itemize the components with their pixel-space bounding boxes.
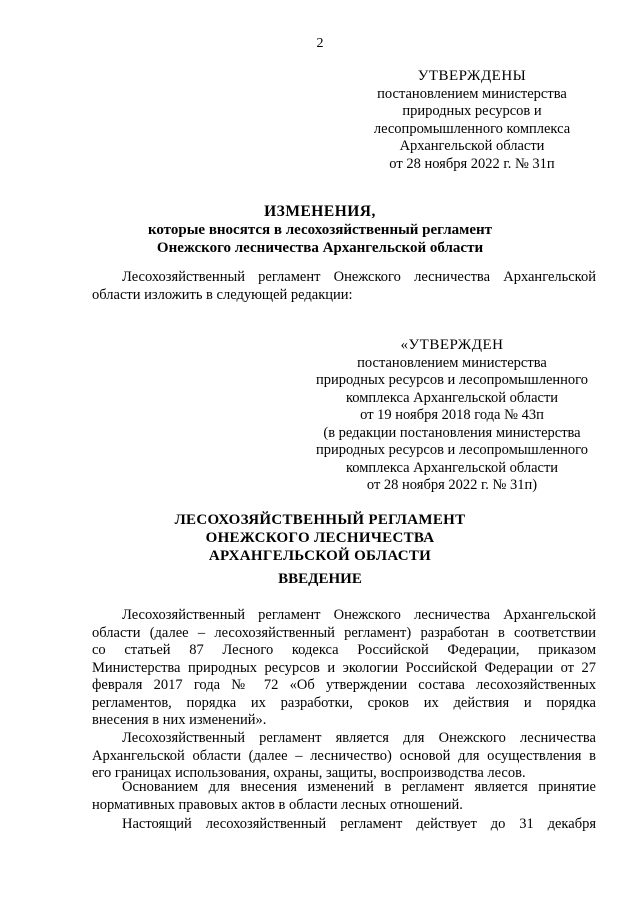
approval-stamp-block	[372, 68, 572, 173]
intro-paragraph	[92, 779, 596, 814]
approval-line: лесопромышленного комплекса	[373, 120, 571, 137]
paragraph-line: Лесохозяйственный регламент Онежского лесничества Архангельской	[122, 269, 596, 285]
approval-line: от 28 ноября 2022 г. № 31п)	[366, 477, 538, 493]
instruction-paragraph	[92, 269, 596, 304]
paragraph-line: нормативных правовых актов в области лесных отношений.	[92, 796, 463, 813]
regulation-title	[60, 511, 580, 565]
paragraph-line: февраля 2017 года № 72 «Об утверждении состава лесохозяйственных	[92, 677, 596, 693]
paragraph-line: Настоящий лесохозяйственный регламент действует до 31 декабря	[122, 816, 596, 832]
approval-title: УТВЕРЖДЕНЫ	[417, 68, 527, 84]
approval-line: постановлением министерства	[357, 354, 547, 371]
intro-paragraph	[92, 816, 596, 834]
approval-line: природных ресурсов и	[402, 103, 542, 119]
regulation-title-line: ЛЕСОХОЗЯЙСТВЕННЫЙ РЕГЛАМЕНТ	[174, 512, 466, 528]
paragraph-line: Основанием для внесения изменений в регламент является принятие	[122, 779, 596, 795]
section-heading: ВВЕДЕНИЕ	[278, 571, 362, 587]
approval-title: «УТВЕРЖДЕН	[400, 337, 504, 353]
regulation-title-line: ОНЕЖСКОГО ЛЕСНИЧЕСТВА	[205, 530, 435, 546]
approval-line: природных ресурсов и лесопромышленного	[315, 442, 588, 458]
paragraph-line: Лесохозяйственный регламент является для Онежского лесничества	[122, 730, 596, 746]
paragraph-line: Лесохозяйственный регламент Онежского лесничества Архангельской	[122, 607, 596, 623]
paragraph-line: со статьей 87 Лесного кодекса Российской Федерации, приказом	[92, 642, 596, 658]
intro-paragraph	[92, 607, 596, 730]
intro-paragraph	[92, 730, 596, 783]
changes-title-main: ИЗМЕНЕНИЯ,	[264, 203, 376, 220]
paragraph-line: Архангельской области (далее – лесничество) основой для осуществления в	[92, 747, 596, 764]
page-number: 2	[316, 36, 324, 51]
approval-line: природных ресурсов и лесопромышленного	[315, 372, 588, 388]
paragraph-line: регламентов, порядка их разработки, сроков их действия и порядка	[92, 694, 596, 711]
approval-line: от 28 ноября 2022 г. № 31п	[389, 155, 555, 172]
changes-title-subtitle: которые вносятся в лесохозяйственный регламент	[147, 222, 493, 238]
approval-line: от 19 ноября 2018 года № 43п	[360, 407, 544, 423]
approval-line: (в редакции постановления министерства	[323, 424, 581, 441]
paragraph-line: области изложить в следующей редакции:	[92, 286, 353, 303]
quoted-approval-block	[302, 337, 602, 495]
approval-line: комплекса Архангельской области	[345, 389, 559, 406]
changes-title-subtitle: Онежского лесничества Архангельской области	[156, 240, 484, 256]
paragraph-line: Министерства природных ресурсов и экологии Российской Федерации от 27	[92, 659, 596, 676]
paragraph-line: области (далее – лесохозяйственный регламент) разработан в соответствии	[92, 624, 596, 641]
changes-title	[60, 203, 580, 257]
approval-line: постановлением министерства	[377, 85, 567, 102]
regulation-title-line: АРХАНГЕЛЬСКОЙ ОБЛАСТИ	[208, 548, 432, 564]
paragraph-line: внесения в них изменений».	[92, 712, 267, 728]
paragraph-line: его границах использования, охраны, защиты, воспроизводства лесов.	[92, 765, 526, 781]
approval-line: Архангельской области	[399, 138, 545, 154]
approval-line: комплекса Архангельской области	[345, 459, 559, 476]
